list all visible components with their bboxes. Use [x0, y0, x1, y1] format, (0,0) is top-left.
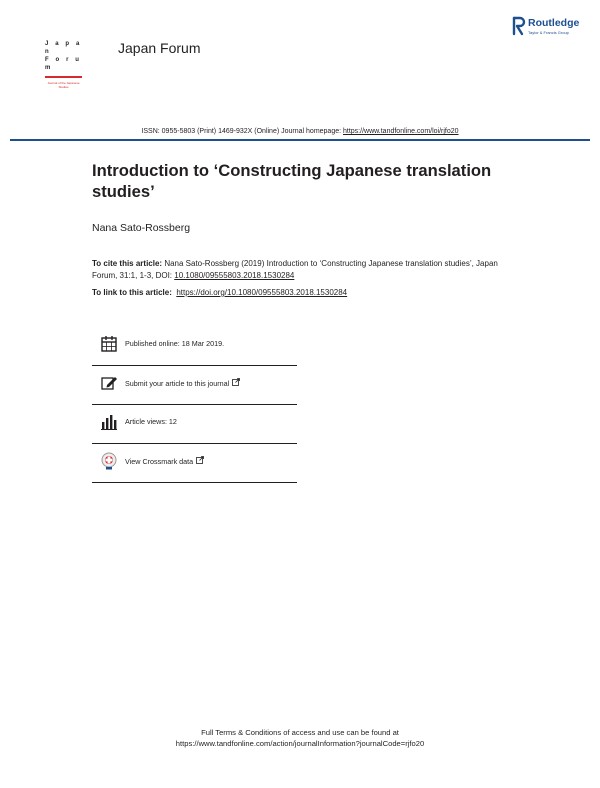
footer-terms-link[interactable]: https://www.tandfonline.com/action/journalInformation?journalCode=rjfo20	[175, 739, 425, 748]
submit-article-text: Submit your article to this journal	[125, 379, 230, 388]
bar-chart-icon	[100, 413, 118, 431]
citation-block	[92, 258, 522, 281]
publisher-name: Routledge	[528, 17, 580, 29]
routledge-logo	[512, 16, 592, 42]
publisher-subtitle: Taylor & Francis Group	[528, 30, 569, 35]
issn-text: ISSN: 0955-5803 (Print) 1469-932X (Online) Journal homepage:	[141, 128, 343, 135]
meta-crossmark[interactable]	[92, 444, 297, 483]
crossmark-text: View Crossmark data	[125, 457, 194, 466]
crossmark-icon	[100, 452, 118, 470]
meta-submit[interactable]	[92, 366, 297, 405]
article-author: Nana Sato-Rossberg	[92, 222, 191, 234]
submit-article-link[interactable]	[125, 378, 240, 388]
article-views-text: Article views: 12	[125, 417, 177, 426]
doi-link[interactable]: 10.1080/09555803.2018.1530284	[174, 270, 295, 280]
logo-red-bar	[45, 76, 82, 78]
journal-homepage-link[interactable]: https://www.tandfonline.com/loi/rjfo20	[343, 128, 459, 135]
article-link-block	[92, 288, 347, 297]
citation-label: To cite this article:	[92, 259, 163, 268]
article-url-link[interactable]: https://doi.org/10.1080/09555803.2018.1530284	[176, 288, 348, 297]
header-rule	[10, 139, 590, 141]
footer-terms-text: Full Terms & Conditions of access and use can be found at	[201, 728, 399, 737]
article-title: Introduction to ‘Constructing Japanese translation studies’	[92, 161, 492, 201]
footer	[0, 727, 600, 749]
logo-tagline: Journal of the Japanese Studies	[47, 81, 80, 89]
external-link-icon	[232, 378, 240, 386]
published-online-text: Published online: 18 Mar 2019.	[125, 339, 225, 348]
journal-title: Japan Forum	[118, 40, 201, 56]
crossmark-link[interactable]	[125, 456, 204, 466]
logo-word-2: F o r u m	[45, 57, 82, 71]
meta-views	[92, 405, 297, 444]
article-meta-list	[92, 327, 297, 483]
meta-published	[92, 327, 297, 366]
issn-line	[0, 128, 600, 135]
link-label: To link to this article:	[92, 288, 172, 297]
citation-text: Nana Sato-Rossberg (2019) Introduction to ‘Constructing Japanese translation studies’, Japan Forum, 31:1, 1-3, DOI:	[92, 259, 498, 280]
edit-icon	[100, 374, 118, 392]
logo-word-1: J a p a n	[45, 41, 82, 55]
japan-forum-logo	[45, 40, 85, 89]
calendar-icon	[100, 335, 118, 353]
external-link-icon	[196, 456, 204, 464]
routledge-r-icon	[512, 16, 526, 36]
